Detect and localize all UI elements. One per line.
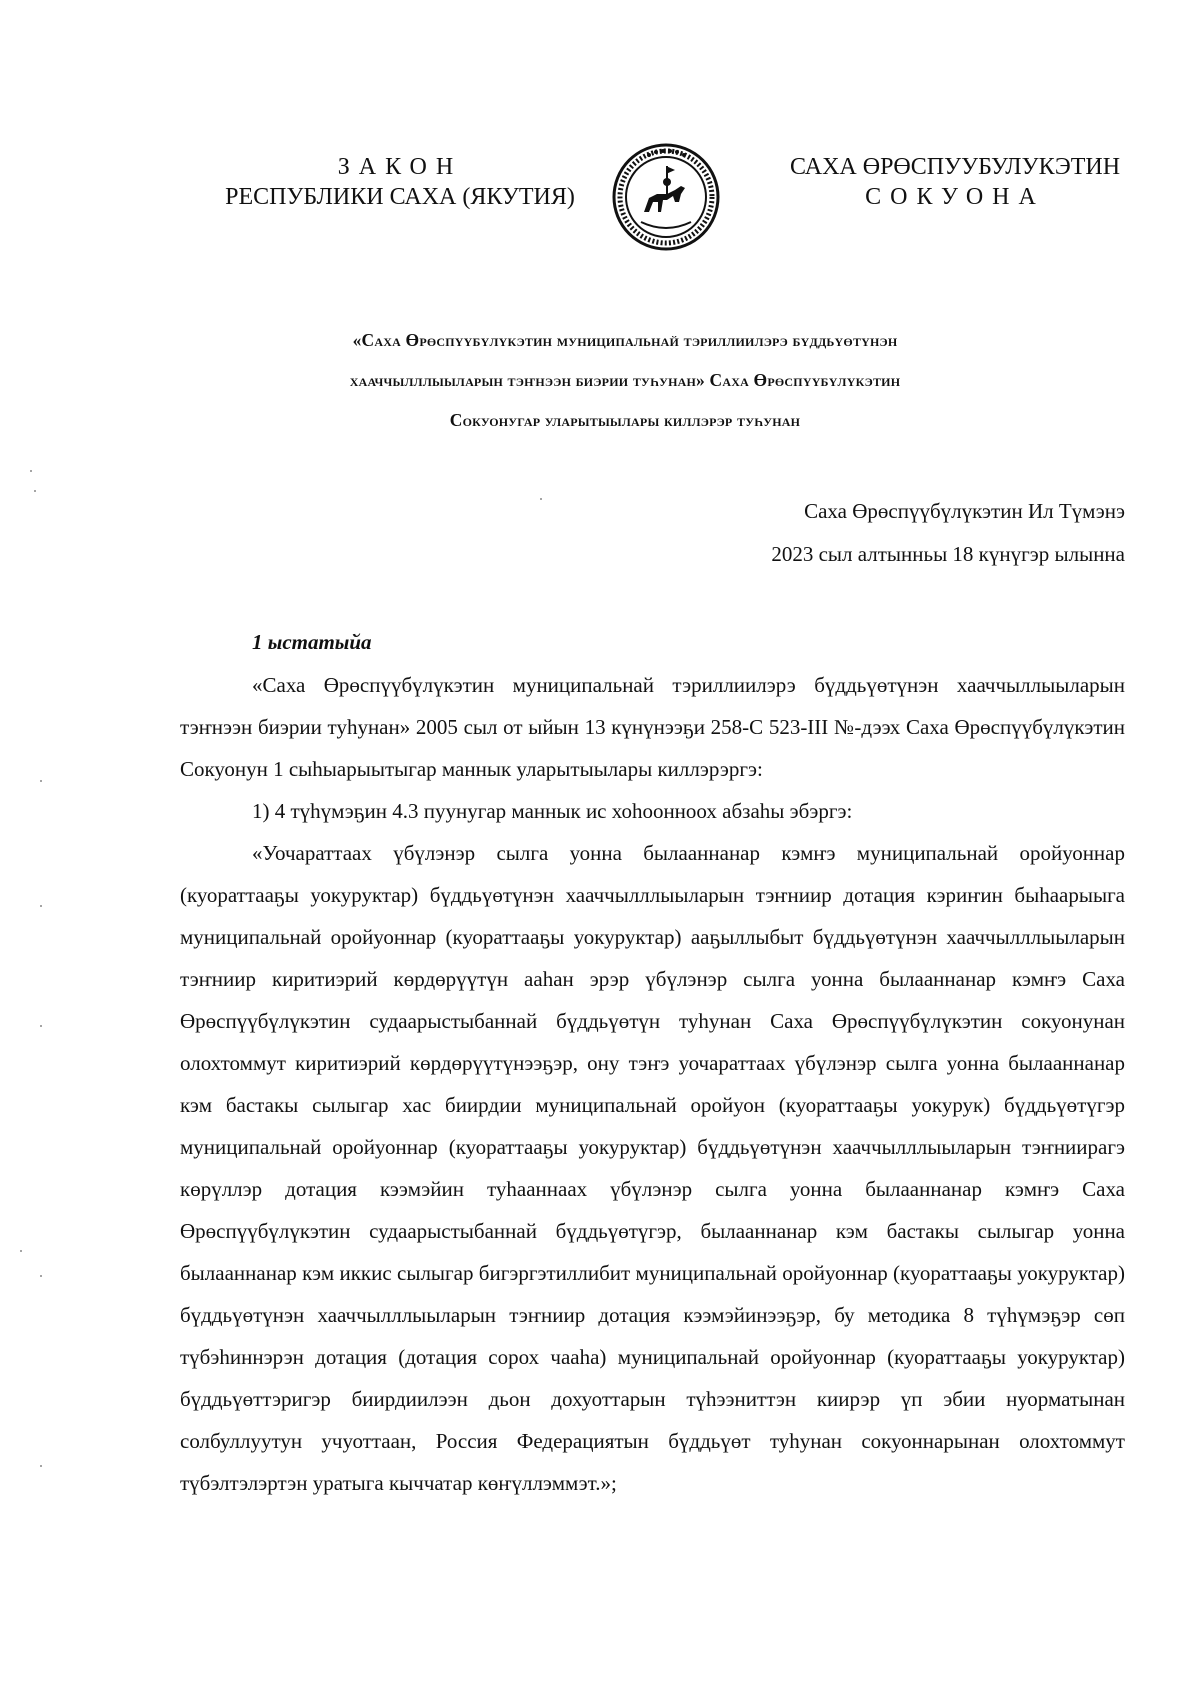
scan-mark (20, 1250, 22, 1252)
article-heading: 1 ыстатыйа (252, 630, 372, 654)
scan-mark (40, 905, 42, 907)
header-left-title: ЗАКОН (337, 154, 463, 180)
adopting-body: Саха Өрөспүүбүлүкэтин Ил Түмэнэ (804, 499, 1125, 523)
adoption-date: 2023 сыл алтынньы 18 күнүгэр ылынна (771, 542, 1125, 566)
article-intro-paragraph: «Саха Өрөспүүбүлүкэтин муниципальнай тэриллиилэрэ бүддьүөтүнэн хааччыллыыларын тэҥнээн биэрии туһунан» 2005 сыл от ыйын 13 күнүнээҕи 258-С 523-III №-дээх Саха Өрөспүүбүлүкэтин Сокуонун 1 сыһыарыытыгар маннык уларытыылары киллэрэргэ: (180, 673, 1125, 781)
article-quote-paragraph: «Уочараттаах үбүлэнэр сылга уонна былааннанар кэмҥэ муниципальнай оройуоннар (куораттааҕы уокуруктар) бүддьүөтүнэн хааччылллыыларын тэҥниир дотация кэриҥин быһаарыыга муниципальнай оройуоннар (куораттааҕы уокуруктар) ааҕыллыбыт бүддьүөтүнэн хааччылллыыларын тэҥниир киритиэрий көрдөрүүтүн ааһан эрэр үбүлэнэр сылга уонна былааннанар кэмҥэ Саха Өрөспүүбүлүкэтин судаарыстыбаннай бүддьүөтүн туһунан Саха Өрөспүүбүлүкэтин сокуонунан олохтоммут киритиэрий көрдөрүүтүнээҕэр, ону тэҥэ уочараттаах үбүлэнэр сылга уонна былааннанар кэм бастакы сылыгар хас биирдии муниципальнай оройуон (куораттааҕы уокурук) бүддьүөтүгэр муниципальнай оройуоннар (куораттааҕы уокуруктар) бүддьүөтүнэн хааччылллыыларын тэҥниирагэ көрүллэр дотация кээмэйин туһааннаах үбүлэнэр сылга уонна былааннанар кэмҥэ Саха Өрөспүүбүлүкэтин судаарыстыбаннай бүддьүөтүгэр, былааннанар кэм бастакы сылыгар уонна былааннанар кэм иккис сылыгар бигэргэтиллибит муниципальнай оройуоннар (куораттааҕы уокуруктар) бүддьүөтүнэн хааччылллыыларын тэҥниир дотация кээмэйинээҕэр, бу методика 8 түһүмэҕэр сөп түбэһиннэрэн дотация (дотация сорох чааһа) муниципальнай оройуоннар (куораттааҕы уокуруктар) бүддьүөттэригэр биирдиилээн дьон дохуоттарын түһээниттэн киирэр үп эбии нуорматынан солбуллуутун учуоттаан, Россия Федерациятын бүддьүөт туһунан сокуоннарынан олохтоммут түбэлтэлэртэн уратыга кыччатар көҥүллэммэт.»; (180, 841, 1125, 1495)
header-right-title: САХА ӨРӨСПУУБУЛУКЭТИН (789, 154, 1121, 180)
scan-mark (40, 780, 42, 782)
scan-mark (40, 1465, 42, 1467)
article-body (180, 664, 1125, 1504)
header-right (780, 152, 1130, 212)
adoption-info (525, 490, 1125, 576)
header-right-subtitle: СОКУОНА (865, 184, 1045, 210)
article-item-1: 1) 4 түһүмэҕин 4.3 пуунугар маннык ис хоһоонноох абзаһы эбэргэ: (252, 799, 853, 823)
coat-of-arms-emblem-icon (611, 142, 721, 252)
scan-mark (540, 498, 542, 500)
scan-mark (40, 1275, 42, 1277)
header-left-subtitle: РЕСПУБЛИКИ САХА (ЯКУТИЯ) (225, 184, 575, 210)
scan-mark (30, 470, 32, 472)
document-title (190, 320, 1060, 440)
title-line-2: хааччылллыыларын тэҥнээн биэрии туһунан» Саха Өрөспүүбүлүкэтин (349, 370, 901, 390)
title-line-3: Сокуонугар уларытыылары киллэрэр туһунан (449, 410, 801, 430)
title-line-1: «Саха Өрөспүүбүлүкэтин муниципальнай тэриллиилэрэ бүддьүөтүнэн (352, 330, 898, 350)
scan-mark (40, 1025, 42, 1027)
header-left (200, 152, 600, 212)
scan-mark (34, 490, 36, 492)
